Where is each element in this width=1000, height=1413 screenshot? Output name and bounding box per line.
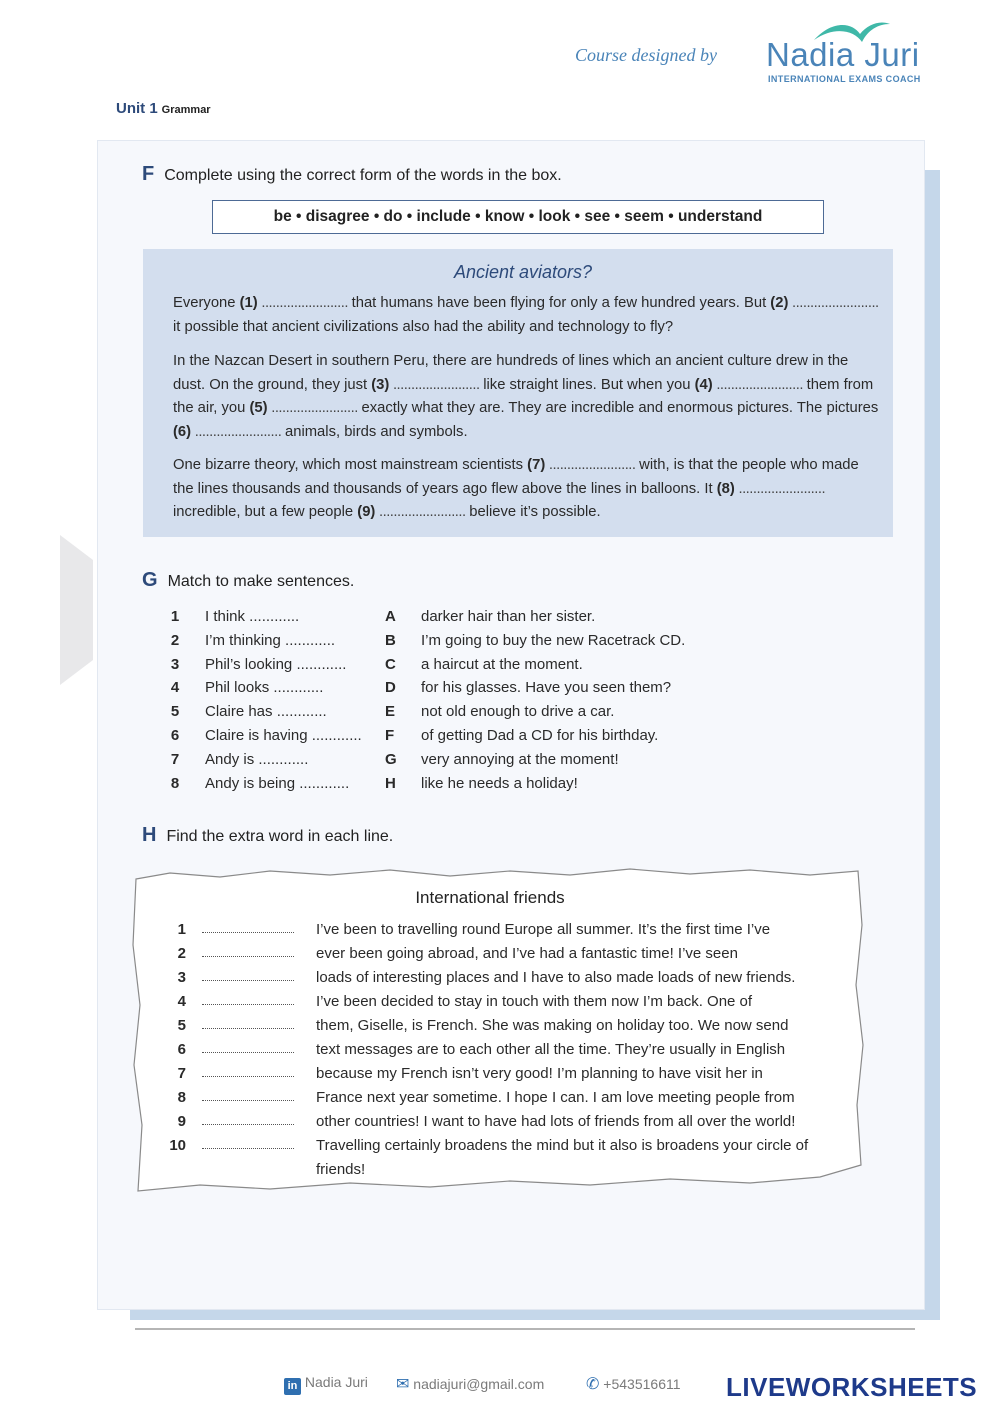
course-designed-label: Course designed by: [575, 45, 717, 65]
paragraph-text: Everyone: [173, 295, 240, 311]
paragraph-text: One bizarre theory, which most mainstream scientists: [173, 457, 528, 473]
answer-gap[interactable]: ........................: [257, 295, 352, 311]
line-number: 1: [177, 921, 186, 938]
line-text: loads of interesting places and I have to also made loads of new friends.: [316, 969, 796, 986]
match-ending: for his glasses. Have you seen them?: [421, 679, 672, 697]
line-number: 8: [177, 1089, 186, 1106]
match-letter: F: [385, 727, 395, 744]
match-letter: C: [385, 655, 396, 673]
match-ending: I’m going to buy the new Racetrack CD.: [421, 631, 686, 649]
match-number: 7: [170, 750, 180, 768]
match-number: 8: [170, 774, 180, 792]
passage-line: [0, 1062, 1000, 1086]
match-row: [0, 773, 1000, 795]
section-g-letter: G: [142, 569, 158, 591]
gap-number: (9): [357, 504, 376, 520]
gap-number: (3): [371, 376, 390, 393]
line-text: friends!: [316, 1161, 366, 1178]
email-contact[interactable]: [396, 1374, 544, 1394]
section-g-instruction: Match to make sentences.: [167, 573, 355, 590]
answer-blank[interactable]: [202, 1052, 294, 1053]
phone-number: +543516611: [603, 1376, 681, 1392]
section-g-heading: [142, 569, 354, 592]
match-ending: a haircut at the moment.: [421, 655, 583, 673]
line-text: ever been going abroad, and I’ve had a fantastic time! I’ve seen: [316, 945, 738, 962]
mail-icon: ✉: [396, 1376, 410, 1393]
phone-contact[interactable]: [586, 1374, 681, 1394]
line-number: 9: [177, 1113, 186, 1130]
match-row: [0, 606, 1000, 628]
section-f-heading: [142, 163, 562, 186]
paragraph-text: believe it’s possible.: [469, 504, 601, 520]
linkedin-icon: in: [284, 1378, 301, 1395]
word-box: be • disagree • do • include • know • look • see • seem • understand: [212, 200, 824, 234]
answer-gap[interactable]: ........................: [389, 376, 484, 393]
section-f-instruction: Complete using the correct form of the words in the box.: [164, 167, 562, 184]
line-text: Travelling certainly broadens the mind but it also is broadens your circle of: [316, 1137, 809, 1154]
match-letter: A: [385, 608, 396, 625]
paragraph-text: them from the air, you: [173, 376, 874, 416]
gap-number: (4): [694, 376, 713, 393]
gap-number: (7): [527, 457, 546, 473]
line-number: 5: [177, 1017, 186, 1034]
answer-blank[interactable]: [202, 1076, 294, 1077]
line-text: France next year sometime. I hope I can. I am love meeting people from: [316, 1089, 795, 1106]
line-number: 7: [177, 1065, 186, 1082]
line-text: because my French isn’t very good! I’m planning to have visit her in: [316, 1065, 763, 1082]
paragraph-text: that humans have been flying for only a few hundred years. But: [351, 295, 771, 311]
match-letter: B: [385, 631, 396, 649]
answer-blank[interactable]: [202, 1100, 294, 1101]
answer-gap[interactable]: ........................: [375, 504, 470, 520]
match-row: [0, 677, 1000, 699]
answer-gap[interactable]: ........................: [191, 423, 285, 440]
paragraph-2: [173, 350, 883, 444]
line-text: I’ve been decided to stay in touch with them now I’m back. One of: [316, 993, 753, 1010]
match-ending: like he needs a holiday!: [421, 774, 578, 792]
match-start[interactable]: Phil looks ............: [205, 679, 324, 697]
gap-number: (2): [770, 295, 789, 311]
answer-gap[interactable]: ........................: [788, 295, 879, 311]
line-text: text messages are to each other all the time. They’re usually in English: [316, 1041, 786, 1058]
unit-heading: [116, 100, 211, 117]
match-ending: of getting Dad a CD for his birthday.: [421, 727, 659, 744]
line-number: 6: [177, 1041, 186, 1058]
unit-label: Unit 1: [116, 100, 158, 117]
match-number: 5: [170, 703, 180, 721]
paragraph-3: [173, 454, 883, 525]
passage-line: [0, 990, 1000, 1014]
match-ending: very annoying at the moment!: [421, 750, 619, 768]
match-letter: D: [385, 679, 396, 697]
line-number: 2: [177, 945, 186, 962]
match-row: [0, 749, 1000, 771]
paragraph-text: with, is that the people who made the lines thousands and thousands of years ago flew above the lines in balloons. It: [173, 457, 859, 497]
answer-blank[interactable]: [202, 1148, 294, 1149]
brand-subtitle: INTERNATIONAL EXAMS COACH: [768, 74, 921, 84]
match-start[interactable]: Andy is being ............: [205, 774, 350, 792]
match-number: 3: [170, 655, 180, 673]
unit-section: Grammar: [161, 104, 211, 116]
passage-line: [0, 1014, 1000, 1038]
answer-gap[interactable]: ........................: [545, 457, 640, 473]
match-number: 2: [170, 631, 180, 649]
paragraph-1: [173, 292, 883, 339]
gap-number: (6): [173, 423, 192, 440]
answer-blank[interactable]: [202, 956, 294, 957]
passage-line: [0, 1134, 1000, 1158]
match-row: [0, 654, 1000, 676]
passage-line: [0, 942, 1000, 966]
match-letter: H: [385, 774, 396, 792]
match-start[interactable]: Claire has ............: [205, 703, 327, 721]
line-text: I’ve been to travelling round Europe all summer. It’s the first time I’ve: [316, 921, 771, 938]
match-letter: E: [385, 703, 396, 721]
match-ending: not old enough to drive a car.: [421, 703, 615, 721]
answer-blank[interactable]: [202, 980, 294, 981]
paragraph-text: it possible that ancient civilizations also had the ability and technology to fly?: [173, 318, 674, 335]
section-h-instruction: Find the extra word in each line.: [166, 828, 394, 845]
line-text: other countries! I want to have had lots of friends from all over the world!: [316, 1113, 796, 1130]
match-number: 4: [170, 679, 180, 697]
passage-line: [0, 1086, 1000, 1110]
gap-number: (1): [239, 295, 258, 311]
match-number: 6: [170, 727, 180, 744]
paragraph-text: exactly what they are. They are incredible and enormous pictures. The pictures: [361, 400, 879, 416]
match-start[interactable]: Andy is ............: [205, 750, 309, 768]
brand-name: Nadia Juri: [766, 36, 920, 73]
liveworksheets-logo[interactable]: LIVEWORKSHEETS: [726, 1372, 978, 1402]
line-text: them, Giselle, is French. She was making on holiday too. We now send: [316, 1017, 789, 1034]
passage-line: [0, 966, 1000, 990]
match-start[interactable]: I think ............: [205, 608, 300, 625]
passage-line: [0, 1038, 1000, 1062]
answer-gap[interactable]: ........................: [712, 376, 807, 393]
line-number: 3: [177, 969, 186, 986]
line-number: 10: [169, 1137, 186, 1154]
reading-title: Ancient aviators?: [453, 262, 593, 282]
answer-blank[interactable]: [202, 1004, 294, 1005]
paragraph-text: In the Nazcan Desert in southern Peru, there are hundreds of lines which an ancient culture drew in the dust. On the ground, they just: [173, 353, 849, 393]
match-row: [0, 701, 1000, 723]
linkedin-name: Nadia Juri: [304, 1374, 368, 1390]
section-h-heading: [142, 824, 393, 847]
paragraph-text: animals, birds and symbols.: [284, 423, 468, 440]
answer-gap[interactable]: ........................: [267, 400, 362, 416]
section-f-letter: F: [142, 163, 155, 185]
line-number: 4: [177, 993, 186, 1010]
match-row: [0, 725, 1000, 747]
footer-divider: [135, 1328, 915, 1330]
linkedin-contact[interactable]: [284, 1374, 368, 1395]
section-h-letter: H: [142, 824, 157, 846]
match-letter: G: [385, 750, 397, 768]
match-start[interactable]: I’m thinking ............: [205, 631, 336, 649]
passage-line: [0, 918, 1000, 942]
passage-line: [0, 1158, 1000, 1182]
match-start[interactable]: Phil’s looking ............: [205, 655, 347, 673]
match-start[interactable]: Claire is having ............: [205, 727, 362, 744]
answer-gap[interactable]: ........................: [734, 480, 826, 497]
answer-blank[interactable]: [202, 1124, 294, 1125]
answer-blank[interactable]: [202, 932, 294, 933]
match-row: [0, 630, 1000, 652]
match-number: 1: [170, 608, 180, 625]
gap-number: (8): [716, 480, 735, 497]
passage-line: [0, 1110, 1000, 1134]
answer-blank[interactable]: [202, 1028, 294, 1029]
email-address: nadiajuri@gmail.com: [413, 1376, 545, 1392]
whatsapp-icon: ✆: [586, 1376, 600, 1393]
paragraph-text: like straight lines. But when you: [483, 376, 695, 393]
passage-title: International friends: [415, 888, 565, 907]
match-ending: darker hair than her sister.: [421, 608, 596, 625]
gap-number: (5): [249, 400, 268, 416]
paragraph-text: incredible, but a few people: [173, 504, 358, 520]
